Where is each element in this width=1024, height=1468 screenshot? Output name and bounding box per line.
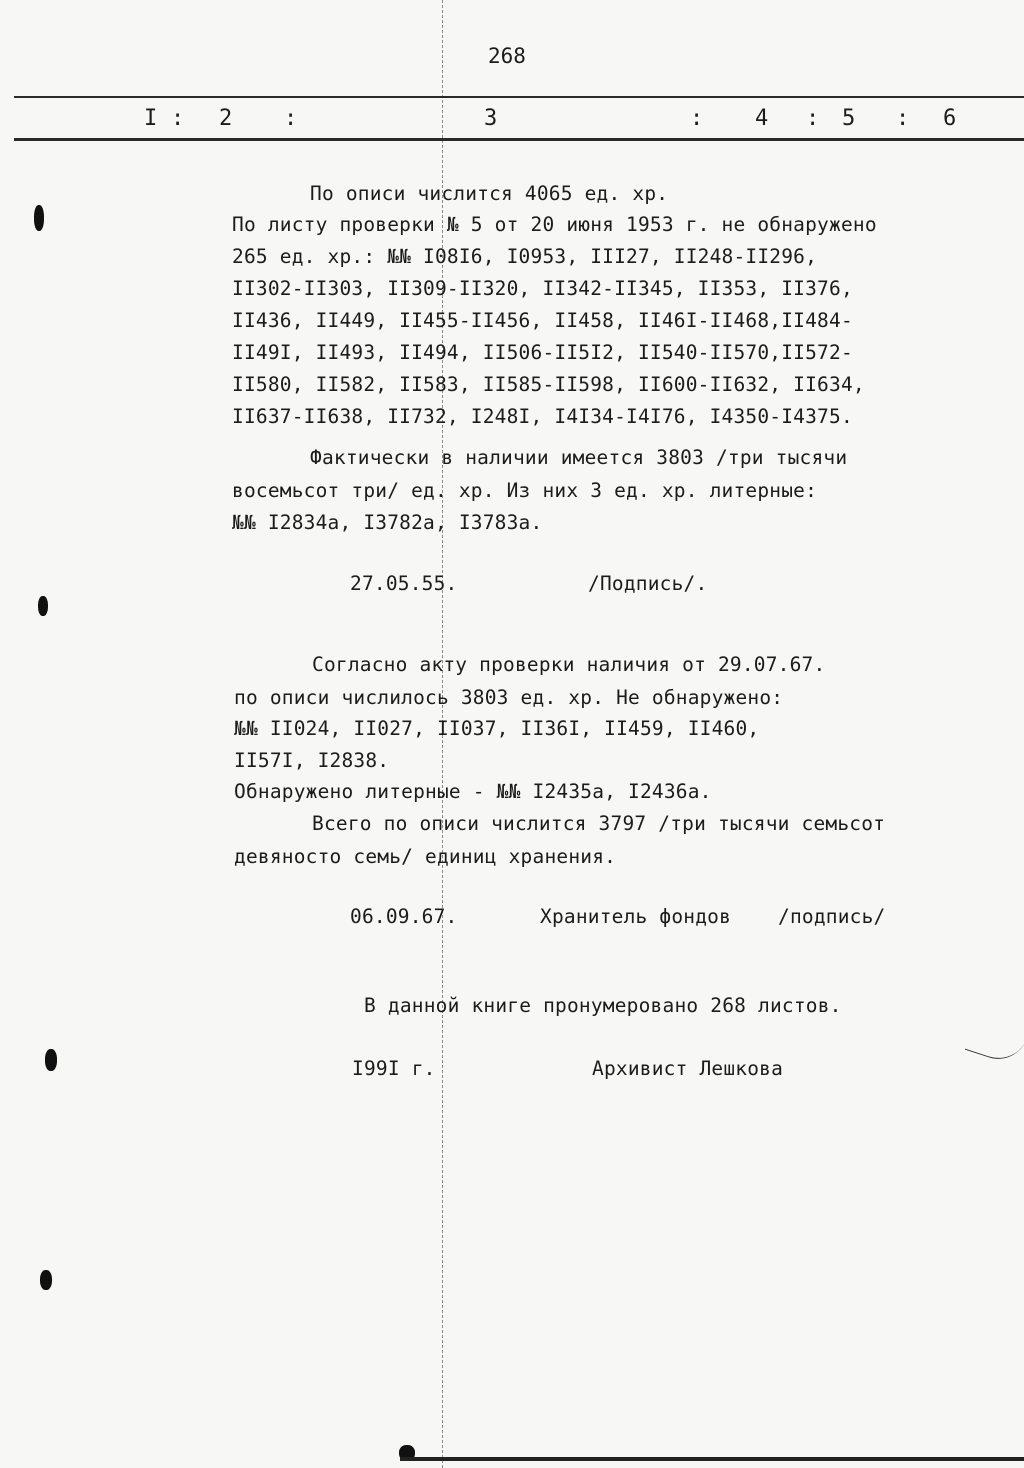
- section1-line: II580, II582, II583, II585-II598, II600-II632, II634,: [232, 373, 865, 396]
- punch-mark: [40, 1270, 52, 1290]
- section3-signature: /подпись/: [778, 905, 886, 928]
- section1-line: По описи числится 4065 ед. хр.: [310, 182, 669, 205]
- bottom-edge-rule: [400, 1457, 1024, 1461]
- punch-mark: [45, 1049, 57, 1071]
- column-2: 2: [219, 106, 233, 131]
- column-separator: :: [171, 106, 185, 131]
- section3-date: 06.09.67.: [350, 905, 458, 928]
- section3-position: Хранитель фондов: [540, 905, 732, 928]
- section3-line: по описи числилось 3803 ед. хр. Не обнаружено:: [234, 686, 784, 709]
- section2-line: №№ I2834а, I3782а, I3783а.: [232, 511, 543, 534]
- section2-line: Фактически в наличии имеется 3803 /три тысячи: [310, 446, 848, 469]
- column-1: I: [144, 106, 158, 131]
- column-separator: :: [806, 106, 820, 131]
- column-separator: :: [896, 106, 910, 131]
- punch-mark: [38, 596, 48, 616]
- section2-line: восемьсот три/ ед. хр. Из них 3 ед. хр. литерные:: [232, 479, 818, 502]
- section4-year: I99I г.: [352, 1057, 436, 1080]
- section3-line: Обнаружено литерные - №№ I2435а, I2436а.: [234, 780, 712, 803]
- section3-line: девяносто семь/ единиц хранения.: [234, 845, 617, 868]
- page-number: 268: [488, 44, 526, 68]
- column-header: [0, 106, 1024, 134]
- section4-text: В данной книге пронумеровано 268 листов.: [364, 994, 842, 1017]
- column-3: 3: [484, 106, 498, 131]
- punch-mark: [34, 205, 44, 231]
- section2-signature: /Подпись/.: [588, 572, 708, 595]
- section1-line: 265 ед. хр.: №№ I08I6, I0953, III27, II248-II296,: [232, 245, 818, 268]
- section1-line: По листу проверки № 5 от 20 июня 1953 г. не обнаружено: [232, 213, 877, 236]
- section3-line: №№ II024, II027, II037, II36I, II459, II460,: [234, 717, 760, 740]
- column-5: 5: [842, 106, 856, 131]
- section4-archivist: Архивист Лешкова: [592, 1057, 784, 1080]
- column-separator: :: [690, 106, 704, 131]
- column-6: 6: [943, 106, 957, 131]
- section1-line: II302-II303, II309-II320, II342-II345, II353, II376,: [232, 277, 853, 300]
- section3-line: Согласно акту проверки наличия от 29.07.67.: [312, 653, 826, 676]
- section2-date: 27.05.55.: [350, 572, 458, 595]
- section3-line: II57I, I2838.: [234, 749, 390, 772]
- header-rule-top: [14, 96, 1024, 98]
- section1-line: II49I, II493, II494, II506-II5I2, II540-II570,II572-: [232, 341, 853, 364]
- header-rule-bottom: [14, 138, 1024, 141]
- column-separator: :: [284, 106, 298, 131]
- column-4: 4: [755, 106, 769, 131]
- section1-line: II637-II638, II732, I248I, I4I34-I4I76, I4350-I4375.: [232, 405, 853, 428]
- margin-curve: [965, 1020, 1024, 1067]
- section1-line: II436, II449, II455-II456, II458, II46I-II468,II484-: [232, 309, 853, 332]
- section3-line: Всего по описи числится 3797 /три тысячи семьсот: [312, 812, 886, 835]
